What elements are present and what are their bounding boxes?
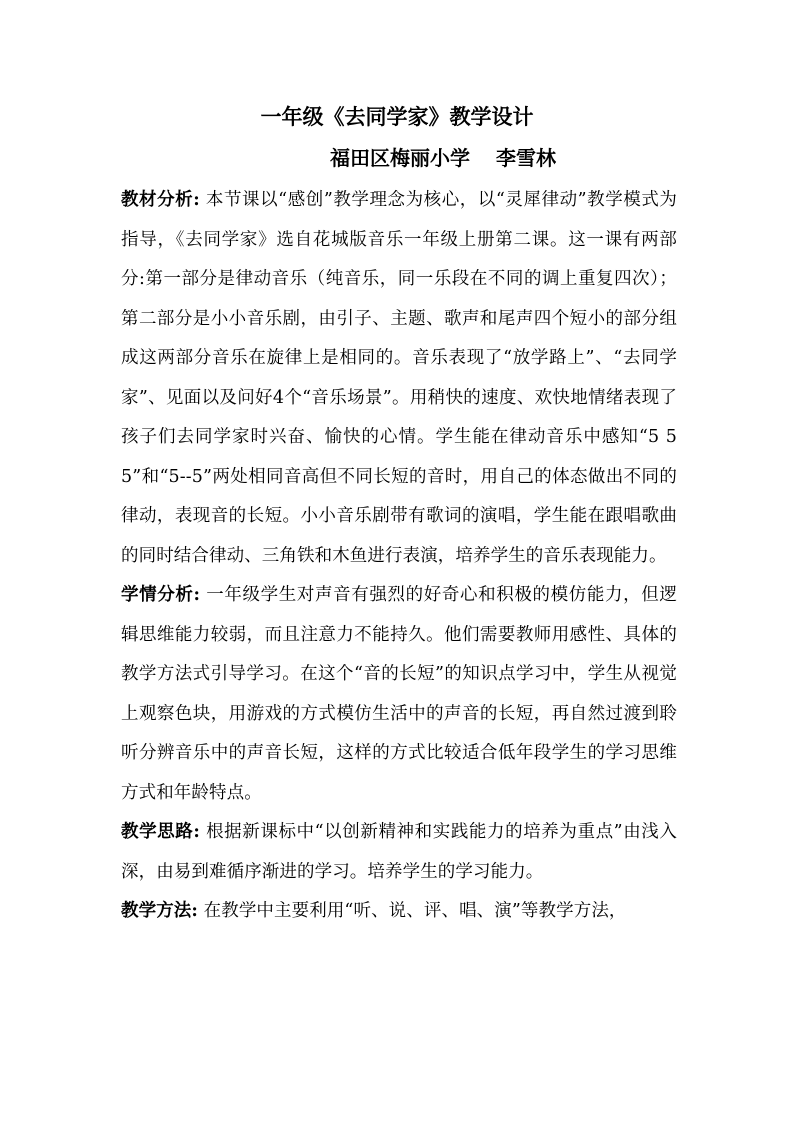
author-name: 李雪林	[496, 146, 556, 170]
section-text: 一年级学生对声音有强烈的好奇心和积极的模仿能力，但逻辑思维能力较弱，而且注意力不能持久。他们需要教师用感性、具体的教学方法式引导学习。在这个“音的长短”的知识点学习中，学生从视觉上观察色块，用游戏的方式模仿生活中的声音的长短，再自然过渡到聆听分辨音乐中的声音长短，这样的方式比较适合低年段学生的学习思维方式和年龄特点。	[121, 585, 677, 803]
section-text: 根据新课标中“以创新精神和实践能力的培养为重点”由浅入深，由易到难循序渐进的学习。培养学生的学习能力。	[121, 822, 677, 882]
section-textbook-analysis	[121, 181, 677, 576]
section-label: 教学方法:	[121, 901, 198, 921]
section-teaching-methods	[121, 892, 677, 932]
section-label: 教学思路:	[121, 822, 200, 842]
document-body	[121, 181, 677, 932]
section-teaching-approach	[121, 813, 677, 892]
school-name: 福田区梅丽小学	[330, 146, 470, 170]
section-student-analysis	[121, 576, 677, 813]
section-label: 教材分析:	[121, 190, 200, 210]
section-label: 学情分析:	[121, 585, 201, 605]
section-text: 本节课以“感创”教学理念为核心，以“灵犀律动”教学模式为指导，《去同学家》选自花城版音乐一年级上册第二课。这一课有两部分:第一部分是律动音乐（纯音乐，同一乐段在不同的调上重复四次）；第二部分是小小音乐剧，由引子、主题、歌声和尾声四个短小的部分组成这两部分音乐在旋律上是相同的。音乐表现了“放学路上”、“去同学家”、见面以及问好4个“音乐场景”。用稍快的速度、欢快地情绪表现了孩子们去同学家时兴奋、愉快的心情。学生能在律动音乐中感知“5 5 5”和“5--5”两处相同音高但不同长短的音时，用自己的体态做出不同的律动，表现音的长短。小小音乐剧带有歌词的演唱，学生能在跟唱歌曲的同时结合律动、三角铁和木鱼进行表演，培养学生的音乐表现能力。	[121, 190, 677, 566]
document-subtitle	[330, 141, 556, 175]
document-title: 一年级《去同学家》教学设计	[260, 104, 534, 129]
section-text: 在教学中主要利用“听、说、评、唱、演”等教学方法，	[197, 901, 627, 921]
